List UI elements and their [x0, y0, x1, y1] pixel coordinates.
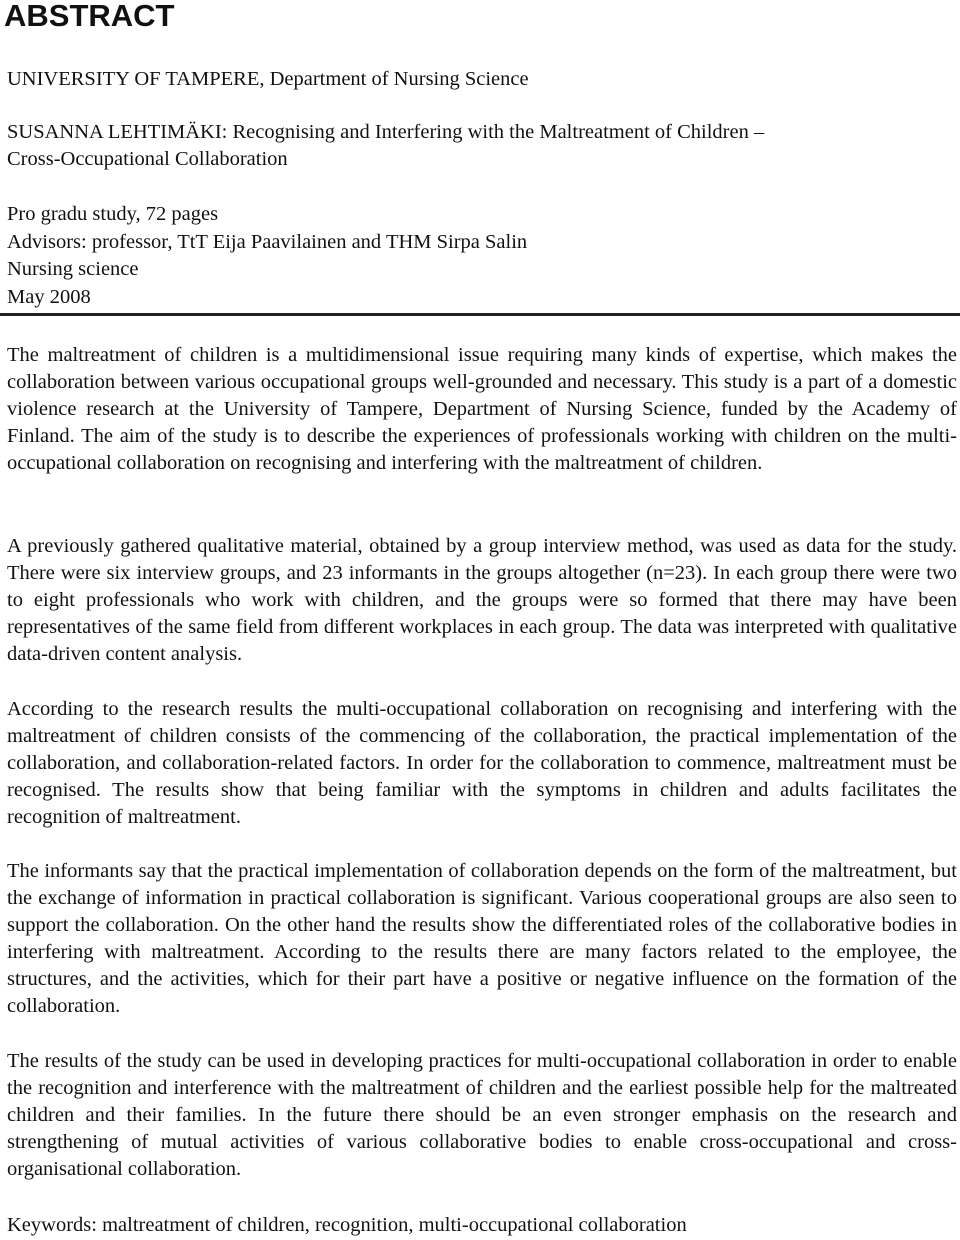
abstract-paragraph-5: The results of the study can be used in developing practices for multi-occupational collaboration in order to enable the recognition and interference with the maltreatment of children and the earliest possible help for the maltreated children and their families. In the future there should be an even stronger emphasis on the research and strengthening of mutual activities of various collaborative bodies to enable cross-occupational and cross-organisational collaboration.: [7, 1050, 957, 1181]
abstract-paragraph-3: According to the research results the multi-occupational collaboration on recognising and interfering with the maltreatment of children consists of the commencing of the collaboration, the practical implementation of the collaboration, and collaboration-related factors. In order for the collaboration to commence, maltreatment must be recognised. The results show that being familiar with the symptoms in children and adults facilitates the recognition of maltreatment.: [7, 698, 957, 829]
abstract-paragraph-1: The maltreatment of children is a multidimensional issue requiring many kinds of expertise, which makes the collaboration between various occupational groups well-grounded and necessary. This study is a part of a domestic violence research at the University of Tampere, Department of Nursing Science, funded by the Academy of Finland. The aim of the study is to describe the experiences of professionals working with children on the multi-occupational collaboration on recognising and interfering with the maltreatment of children.: [7, 344, 957, 475]
author-title-line-1: SUSANNA LEHTIMÄKI: Recognising and Interfering with the Maltreatment of Children –: [7, 121, 765, 143]
header-divider: [0, 313, 960, 316]
keywords-line: Keywords: maltreatment of children, recognition, multi-occupational collaboration: [7, 1214, 687, 1236]
advisors-line: Advisors: professor, TtT Eija Paavilainen and THM Sirpa Salin: [7, 231, 528, 253]
university-line: UNIVERSITY OF TAMPERE, Department of Nursing Science: [7, 68, 529, 90]
abstract-paragraph-4: The informants say that the practical implementation of collaboration depends on the form of the maltreatment, but the exchange of information in practical collaboration is significant. Various cooperational groups are also seen to support the collaboration. On the other hand the results show the differentiated roles of the collaborative bodies in interfering with maltreatment. According to the results there are many factors related to the employee, the structures, and the activities, which for their part have a positive or negative influence on the formation of the collaboration.: [7, 860, 957, 1018]
date-line: May 2008: [7, 286, 91, 308]
abstract-paragraph-2: A previously gathered qualitative material, obtained by a group interview method, was used as data for the study. There were six interview groups, and 23 informants in the groups altogether (n=23). In each group there were two to eight professionals who work with children, and the groups were so formed that there may have been representatives of the same field from different workplaces in each group. The data was interpreted with qualitative data-driven content analysis.: [7, 535, 957, 666]
page-title: ABSTRACT: [4, 0, 175, 33]
author-title-line-2: Cross-Occupational Collaboration: [7, 148, 288, 170]
study-type-line: Pro gradu study, 72 pages: [7, 203, 219, 225]
field-line: Nursing science: [7, 258, 139, 280]
